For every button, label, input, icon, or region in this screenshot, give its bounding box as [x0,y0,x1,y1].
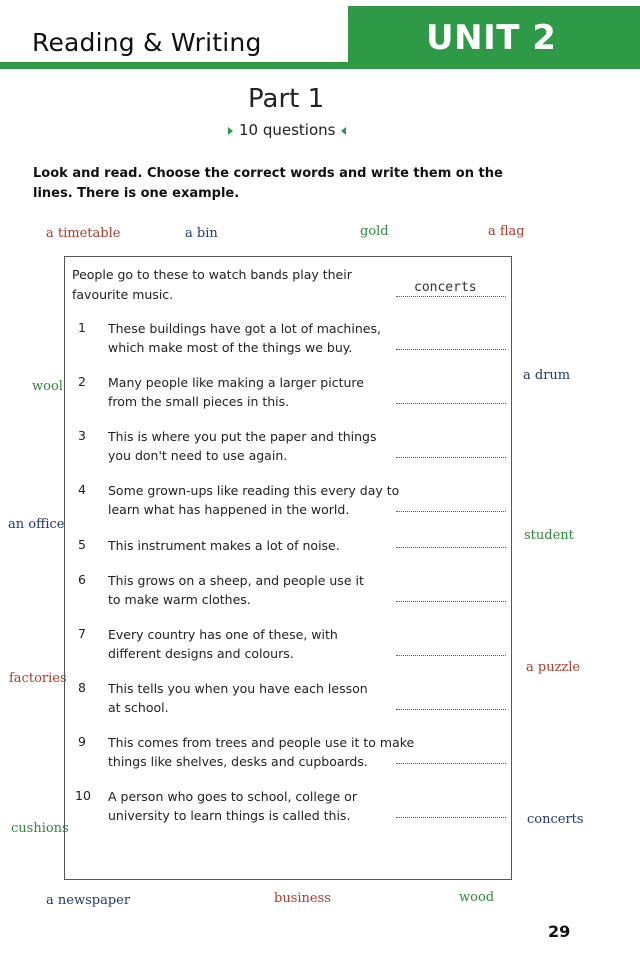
example-text-line1: People go to these to watch bands play their [72,267,352,282]
question-text-line2: you don't need to use again. [108,448,288,463]
question-number: 2 [78,374,86,389]
question-number: 4 [78,482,86,497]
part-title: Part 1 [248,84,325,114]
question-number: 6 [78,572,86,587]
question-text-line2: from the small pieces in this. [108,394,290,409]
example-answer-line [396,296,506,297]
question-number: 10 [75,788,91,803]
word-bank-item: wood [459,890,495,905]
question-text-line1: This comes from trees and people use it to make [108,735,415,750]
question-count-label: 10 questions [239,121,336,139]
question-number: 7 [78,626,86,641]
question-text-line2: different designs and colours. [108,646,294,661]
word-bank-item: factories [9,671,67,686]
word-bank-item: wool [32,379,63,394]
question-number: 8 [78,680,86,695]
answer-line[interactable] [396,457,506,458]
question-text-line2: things like shelves, desks and cupboards. [108,754,368,769]
answer-line[interactable] [396,547,506,548]
answer-line[interactable] [396,403,506,404]
word-bank-item: a timetable [46,226,121,241]
answer-line[interactable] [396,349,506,350]
triangle-left-icon [341,127,346,135]
word-bank-item: a bin [185,226,218,241]
word-bank-item: concerts [527,812,584,827]
question-text-line2: to make warm clothes. [108,592,251,607]
answer-line[interactable] [396,763,506,764]
question-text-line2: learn what has happened in the world. [108,502,350,517]
instructions: Look and read. Choose the correct words and write them on the lines. There is one example. [33,166,503,201]
header-rule [0,62,348,69]
example-answer: concerts [414,280,477,295]
question-text-line1: This is where you put the paper and things [108,429,377,444]
triangle-right-icon [228,127,233,135]
question-text-line1: Many people like making a larger picture [108,375,364,390]
answer-line[interactable] [396,655,506,656]
example-text-line2: favourite music. [72,287,174,302]
answer-line[interactable] [396,817,506,818]
page-number: 29 [548,922,571,941]
answer-line[interactable] [396,511,506,512]
question-number: 9 [78,734,86,749]
question-text-line1: These buildings have got a lot of machines, [108,321,381,336]
question-number: 3 [78,428,86,443]
word-bank-item: a puzzle [526,660,581,675]
question-count [228,121,346,139]
word-bank-item: gold [360,224,389,239]
question-text-line1: Every country has one of these, with [108,627,338,642]
question-number: 5 [78,537,86,552]
question-text-line1: This grows on a sheep, and people use it [108,573,364,588]
word-bank-item: cushions [11,821,69,836]
question-text-line2: which make most of the things we buy. [108,340,353,355]
word-bank-item: student [524,528,574,543]
word-bank-item: a drum [523,368,571,383]
answer-line[interactable] [396,601,506,602]
question-text-line1: This instrument makes a lot of noise. [108,538,340,553]
word-bank-item: an office [8,517,65,532]
question-text-line1: This tells you when you have each lesson [108,681,368,696]
question-text-line2: at school. [108,700,169,715]
word-bank-item: business [274,891,331,906]
section-title: Reading & Writing [32,28,262,57]
question-number: 1 [78,320,86,335]
question-text-line1: Some grown-ups like reading this every day to [108,483,400,498]
answer-line[interactable] [396,709,506,710]
question-text-line1: A person who goes to school, college or [108,789,357,804]
word-bank-item: a flag [488,224,525,239]
question-text-line2: university to learn things is called this. [108,808,351,823]
word-bank-item: a newspaper [46,893,131,908]
unit-label: UNIT 2 [348,6,640,69]
